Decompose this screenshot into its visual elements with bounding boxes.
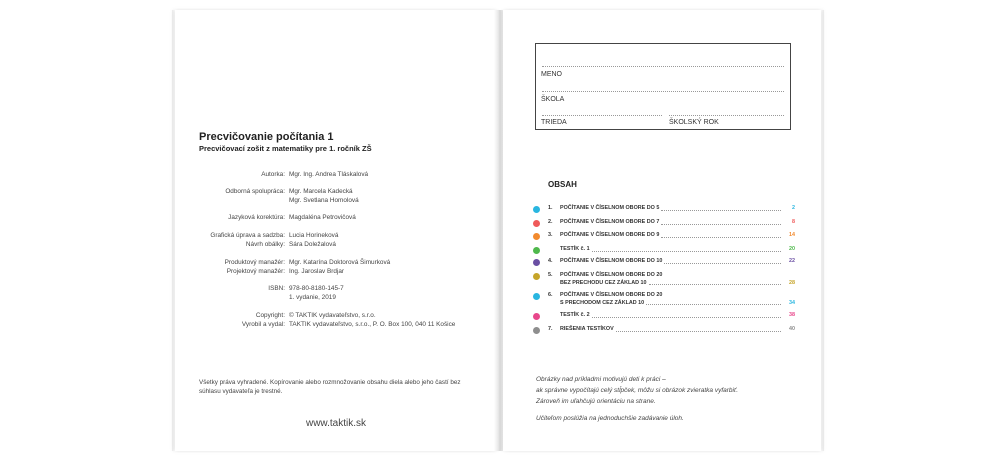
book-subtitle: Precvičovací zošit z matematiky pre 1. ročník ZŠ xyxy=(199,144,372,153)
note-line: ak správne vypočítajú celý stĺpček, môžu si obrázok zvieratka vyfarbiť. xyxy=(536,387,739,394)
credit-value: © TAKTIK vydavateľstvo, s.r.o. TAKTIK vydavateľstvo, s.r.o., P. O. Box 100, 040 11 Košice xyxy=(289,312,456,328)
toc-item-title: TESTÍK č. 1 xyxy=(560,246,590,252)
color-dot-icon xyxy=(533,313,540,320)
toc-item-title: POČÍTANIE V ČÍSELNOM OBORE DO 20 BEZ PRECHODU CEZ ZÁKLAD 10 xyxy=(560,272,663,286)
toc-page-number: 2 xyxy=(792,205,795,211)
toc-page-number: 22 xyxy=(789,258,795,264)
credit-value: Magdaléna Petrovičová xyxy=(289,214,356,221)
credit-label: Autorka: xyxy=(261,171,285,178)
credit-label: Grafická úprava a sadzba: Návrh obálky: xyxy=(210,232,285,248)
color-dot-icon xyxy=(533,293,540,300)
school-year-label: ŠKOLSKÝ ROK xyxy=(669,119,719,126)
color-dot-icon xyxy=(533,327,540,334)
toc-page-number: 28 xyxy=(789,279,795,286)
form-line xyxy=(542,91,784,92)
toc-item-title: TESTÍK č. 2 xyxy=(560,312,590,318)
toc-item-number: 3. xyxy=(548,232,553,238)
note-line: Obrázky nad príkladmi motivujú deti k práci – xyxy=(536,376,666,383)
toc-page-number: 14 xyxy=(789,232,795,238)
toc-leader-dots xyxy=(646,304,781,305)
credit-label: ISBN: xyxy=(268,285,285,292)
class-label: TRIEDA xyxy=(541,119,567,126)
toc-item-number: 5. xyxy=(548,272,553,278)
school-label: ŠKOLA xyxy=(541,96,565,103)
right-page xyxy=(503,10,821,451)
teacher-note: Učiteľom poslúžia na jednoduchšie zadávanie úloh. xyxy=(536,415,684,422)
toc-leader-dots xyxy=(664,263,781,264)
credit-label: Copyright: Vyrobil a vydal: xyxy=(241,312,285,328)
toc-page-number: 34 xyxy=(789,299,795,306)
credit-value: Mgr. Marcela Kadecká Mgr. Svetlana Homolová xyxy=(289,188,359,204)
color-dot-icon xyxy=(533,233,540,240)
form-line xyxy=(542,115,662,116)
toc-item-number: 6. xyxy=(548,292,553,298)
toc-item-title: POČÍTANIE V ČÍSELNOM OBORE DO 9 xyxy=(560,232,660,238)
toc-page-number: 8 xyxy=(792,219,795,225)
toc-item-number: 1. xyxy=(548,205,553,211)
toc-item-number: 7. xyxy=(548,326,553,332)
color-dot-icon xyxy=(533,259,540,266)
toc-leader-dots xyxy=(661,237,781,238)
color-dot-icon xyxy=(533,273,540,280)
credit-value: Mgr. Ing. Andrea Tláskalová xyxy=(289,171,369,178)
toc-page-number: 38 xyxy=(789,312,795,318)
color-dot-icon xyxy=(533,247,540,254)
right-page-edge xyxy=(821,10,824,451)
book-title: Precvičovanie počítania 1 xyxy=(199,131,334,143)
toc-item-title: RIEŠENIA TESTÍKOV xyxy=(560,326,614,332)
toc-page-number: 40 xyxy=(789,326,795,332)
toc-leader-dots xyxy=(661,224,781,225)
student-info-box xyxy=(535,43,791,130)
credit-label: Produktový manažér: Projektový manažér: xyxy=(224,259,285,275)
toc-item-title: POČÍTANIE V ČÍSELNOM OBORE DO 7 xyxy=(560,219,660,225)
toc-leader-dots xyxy=(649,284,781,285)
toc-item-title: POČÍTANIE V ČÍSELNOM OBORE DO 10 xyxy=(560,258,663,264)
credit-value: Lucia Horineková Sára Doležalová xyxy=(289,232,339,248)
toc-item-title: POČÍTANIE V ČÍSELNOM OBORE DO 20 S PRECHODOM CEZ ZÁKLAD 10 xyxy=(560,292,663,306)
note-line: Zároveň im uľahčujú orientáciu na strane. xyxy=(536,398,656,405)
color-dot-icon xyxy=(533,220,540,227)
toc-item-title: POČÍTANIE V ČÍSELNOM OBORE DO 5 xyxy=(560,205,660,211)
toc-leader-dots xyxy=(592,251,781,252)
toc-title: OBSAH xyxy=(548,180,577,189)
website-url: www.taktik.sk xyxy=(305,418,366,429)
name-label: MENO xyxy=(541,71,562,78)
toc-leader-dots xyxy=(592,317,781,318)
toc-leader-dots xyxy=(616,331,781,332)
rights-notice: Všetky práva vyhradené. Kopírovanie alebo rozmnožovanie obsahu diela alebo jeho častí bez súhlasu vydavateľa je trestné. xyxy=(199,379,461,395)
color-dot-icon xyxy=(533,206,540,213)
toc-item-number: 2. xyxy=(548,219,553,225)
form-line xyxy=(669,115,784,116)
form-line xyxy=(542,66,784,67)
toc-page-number: 20 xyxy=(789,246,795,252)
credit-value: 978-80-8180-145-7 1. vydanie, 2019 xyxy=(289,285,344,301)
left-page xyxy=(175,10,497,451)
credit-value: Mgr. Katarína Doktorová Šimurková Ing. Jaroslav Brdjar xyxy=(289,259,391,275)
toc-item-number: 4. xyxy=(548,258,553,264)
credit-label: Odborná spolupráca: xyxy=(225,188,285,195)
credit-label: Jazyková korektúra: xyxy=(228,214,285,221)
toc-leader-dots xyxy=(661,210,781,211)
